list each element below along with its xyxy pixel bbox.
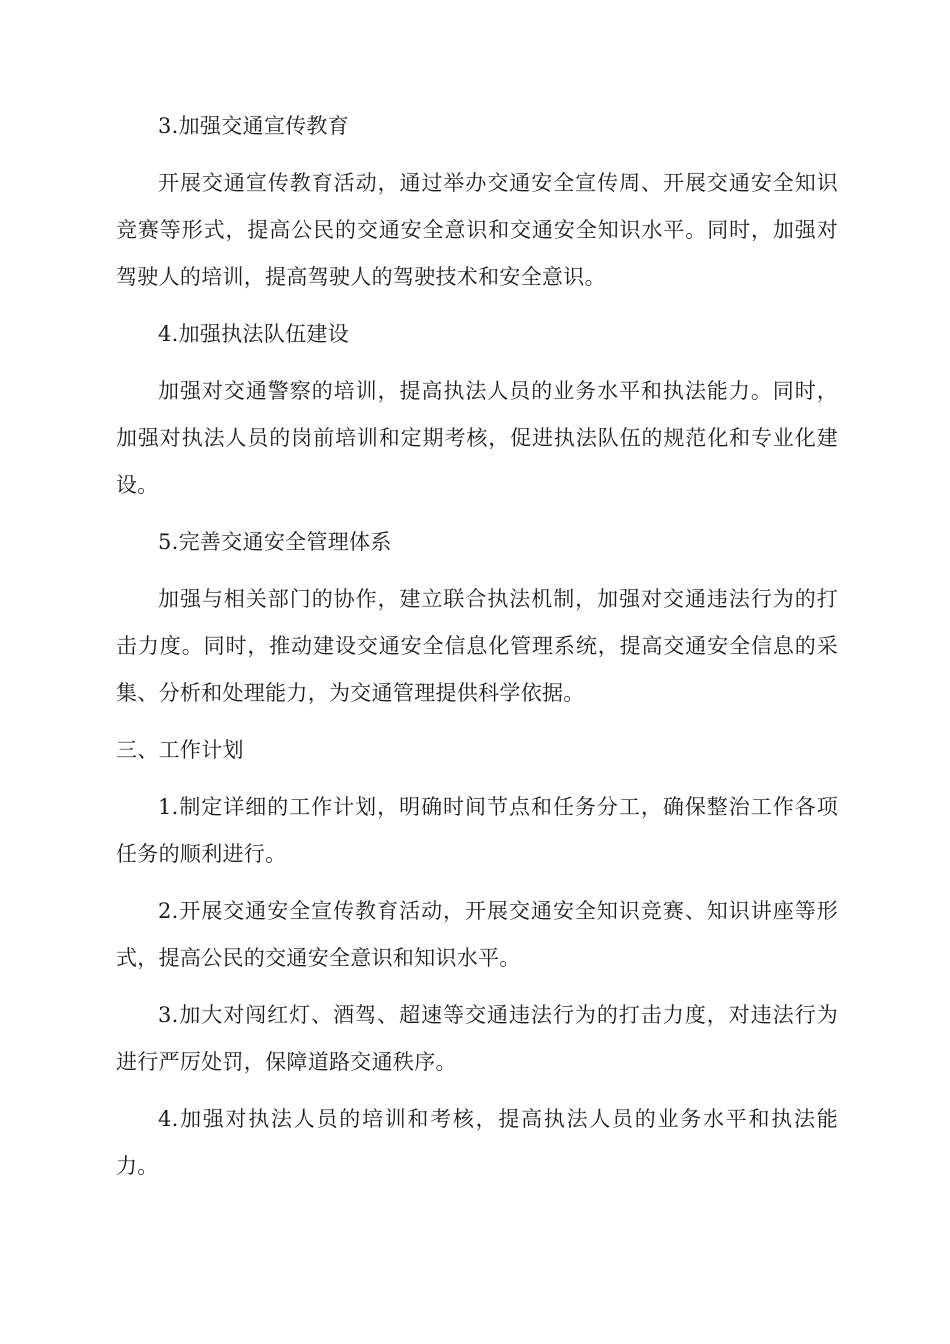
paragraph-safety-management: 加强与相关部门的协作，建立联合执法机制，加强对交通违法行为的打击力度。同时，推动建设交通安全信息化管理系统，提高交通安全信息的采集、分析和处理能力，为交通管理提供科学依据。	[116, 587, 838, 705]
subheading-propaganda-education: 3.加强交通宣传教育	[158, 114, 350, 138]
subheading-safety-management: 5.完善交通安全管理体系	[158, 530, 392, 554]
plan-item-4: 4.加强对执法人员的培训和考核，提高执法人员的业务水平和执法能力。	[116, 1107, 838, 1178]
subheading-enforcement-team: 4.加强执法队伍建设	[158, 322, 350, 346]
document-body	[116, 103, 838, 1200]
plan-item-3: 3.加大对闯红灯、酒驾、超速等交通违法行为的打击力度，对违法行为进行严厉处罚，保障道路交通秩序。	[116, 1003, 838, 1074]
paragraph-propaganda-education: 开展交通宣传教育活动，通过举办交通安全宣传周、开展交通安全知识竞赛等形式，提高公民的交通安全意识和交通安全知识水平。同时，加强对驾驶人的培训，提高驾驶人的驾驶技术和安全意识。	[116, 171, 838, 289]
plan-item-1: 1.制定详细的工作计划，明确时间节点和任务分工，确保整治工作各项任务的顺利进行。	[116, 795, 838, 866]
plan-item-2: 2.开展交通安全宣传教育活动，开展交通安全知识竞赛、知识讲座等形式，提高公民的交通安全意识和知识水平。	[116, 899, 838, 970]
paragraph-enforcement-team: 加强对交通警察的培训，提高执法人员的业务水平和执法能力。同时，加强对执法人员的岗前培训和定期考核，促进执法队伍的规范化和专业化建设。	[116, 379, 838, 497]
section-heading-work-plan: 三、工作计划	[116, 738, 244, 762]
